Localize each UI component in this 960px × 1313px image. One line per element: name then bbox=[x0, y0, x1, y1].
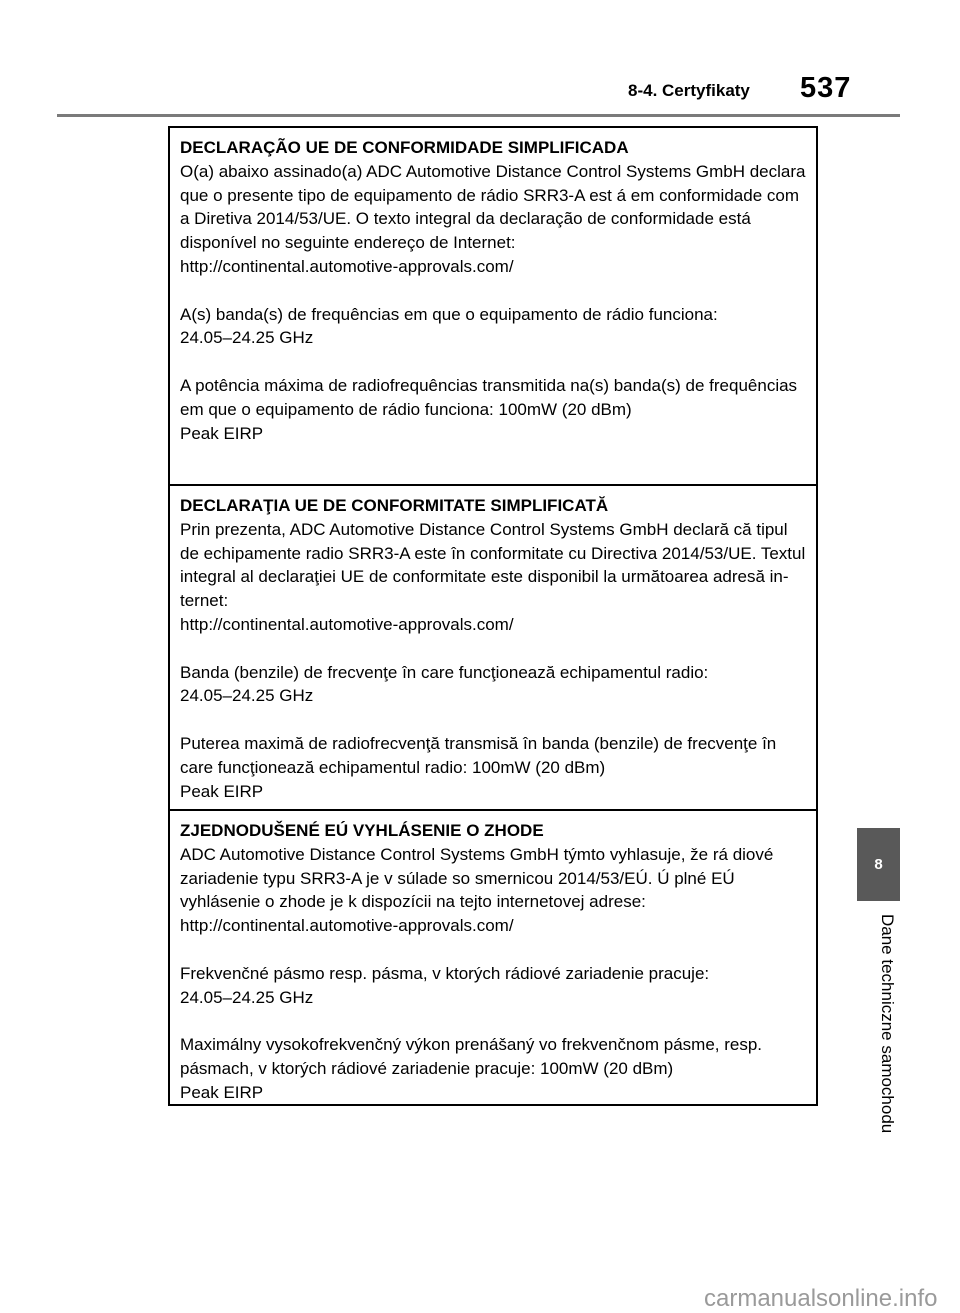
frequency-band-value: 24.05–24.25 GHz bbox=[180, 987, 314, 1007]
declaration-intro: O(a) abaixo assinado(a) ADC Automotive Distance Control Systems GmbH declara que o presente tipo de equipamento de rádio SRR3-A est á em conformidade com a Diretiva 2014/53/UE. O texto integral da declaração de conformidade está disponível no seguinte endereço de Internet: bbox=[180, 161, 806, 253]
chapter-tab: 8 bbox=[857, 828, 900, 901]
max-power-text: A potência máxima de radiofrequências transmitida na(s) banda(s) de frequências em que o equipamento de rádio funciona: 100mW (20 dBm) bbox=[180, 375, 798, 419]
frequency-band-label: Frekvenčné pásmo resp. pásma, v ktorých rádiové zariadenie pracuje: bbox=[180, 963, 710, 983]
section-header-title: 8-4. Certyfikaty bbox=[628, 81, 750, 100]
watermark: carmanualsonline.info bbox=[704, 1285, 938, 1312]
declaration-portuguese bbox=[170, 128, 816, 484]
frequency-band-label: A(s) banda(s) de frequências em que o equipamento de rádio funciona: bbox=[180, 304, 718, 324]
chapter-side-label: Dane techniczne samochodu bbox=[878, 914, 897, 1134]
declaration-url: http://continental.automotive-approvals.com/ bbox=[180, 256, 514, 276]
frequency-band-value: 24.05–24.25 GHz bbox=[180, 686, 314, 706]
declaration-url: http://continental.automotive-approvals.com/ bbox=[180, 916, 514, 936]
declaration-intro: ADC Automotive Distance Control Systems GmbH týmto vyhlasuje, že rá diové zariadenie typu SRR3-A je v súlade so smernicou 2014/53/EÚ. Ú plné EÚ vyhlásenie o zhode je k dispozícii na tejto internetovej adrese: bbox=[180, 844, 774, 912]
declaration-url: http://continental.automotive-approvals.com/ bbox=[180, 614, 514, 634]
max-power-suffix: Peak EIRP bbox=[180, 1082, 264, 1102]
declaration-romanian bbox=[170, 484, 816, 809]
frequency-band-label: Banda (benzile) de frecvenţe în care funcţionează echipamentul radio: bbox=[180, 662, 709, 682]
declaration-slovak bbox=[170, 809, 816, 1106]
frequency-band-value: 24.05–24.25 GHz bbox=[180, 328, 314, 348]
max-power-suffix: Peak EIRP bbox=[180, 423, 264, 443]
header-divider bbox=[57, 114, 900, 117]
page-number: 537 bbox=[800, 72, 852, 104]
declaration-table bbox=[168, 126, 818, 1106]
declaration-title: DECLARAÇÃO UE DE CONFORMIDADE SIMPLIFICADA bbox=[180, 138, 629, 157]
max-power-text: Puterea maximă de radiofrecvenţă transmisă în banda (benzile) de frecvenţe în care funcţionează echipamentul radio: 100mW (20 dBm) bbox=[180, 733, 777, 777]
max-power-suffix: Peak EIRP bbox=[180, 781, 264, 801]
declaration-title: DECLARAŢIA UE DE CONFORMITATE SIMPLIFICATĂ bbox=[180, 496, 609, 515]
max-power-text: Maximálny vysokofrekvenčný výkon prenášaný vo frekvenčnom pásme, resp. pásmach, v ktorých rádiové zariadenie pracuje: 100mW (20 dBm) bbox=[180, 1035, 763, 1078]
declaration-intro: Prin prezenta, ADC Automotive Distance Control Systems GmbH declară că tipul de echipamente radio SRR3-A este în conformitate cu Directiva 2014/53/UE. Textul integral al declaraţiei UE de conformitate este disponibil la următoarea adresă in-ternet: bbox=[180, 519, 806, 611]
declaration-title: ZJEDNODUŠENÉ EÚ VYHLÁSENIE O ZHODE bbox=[180, 821, 544, 840]
